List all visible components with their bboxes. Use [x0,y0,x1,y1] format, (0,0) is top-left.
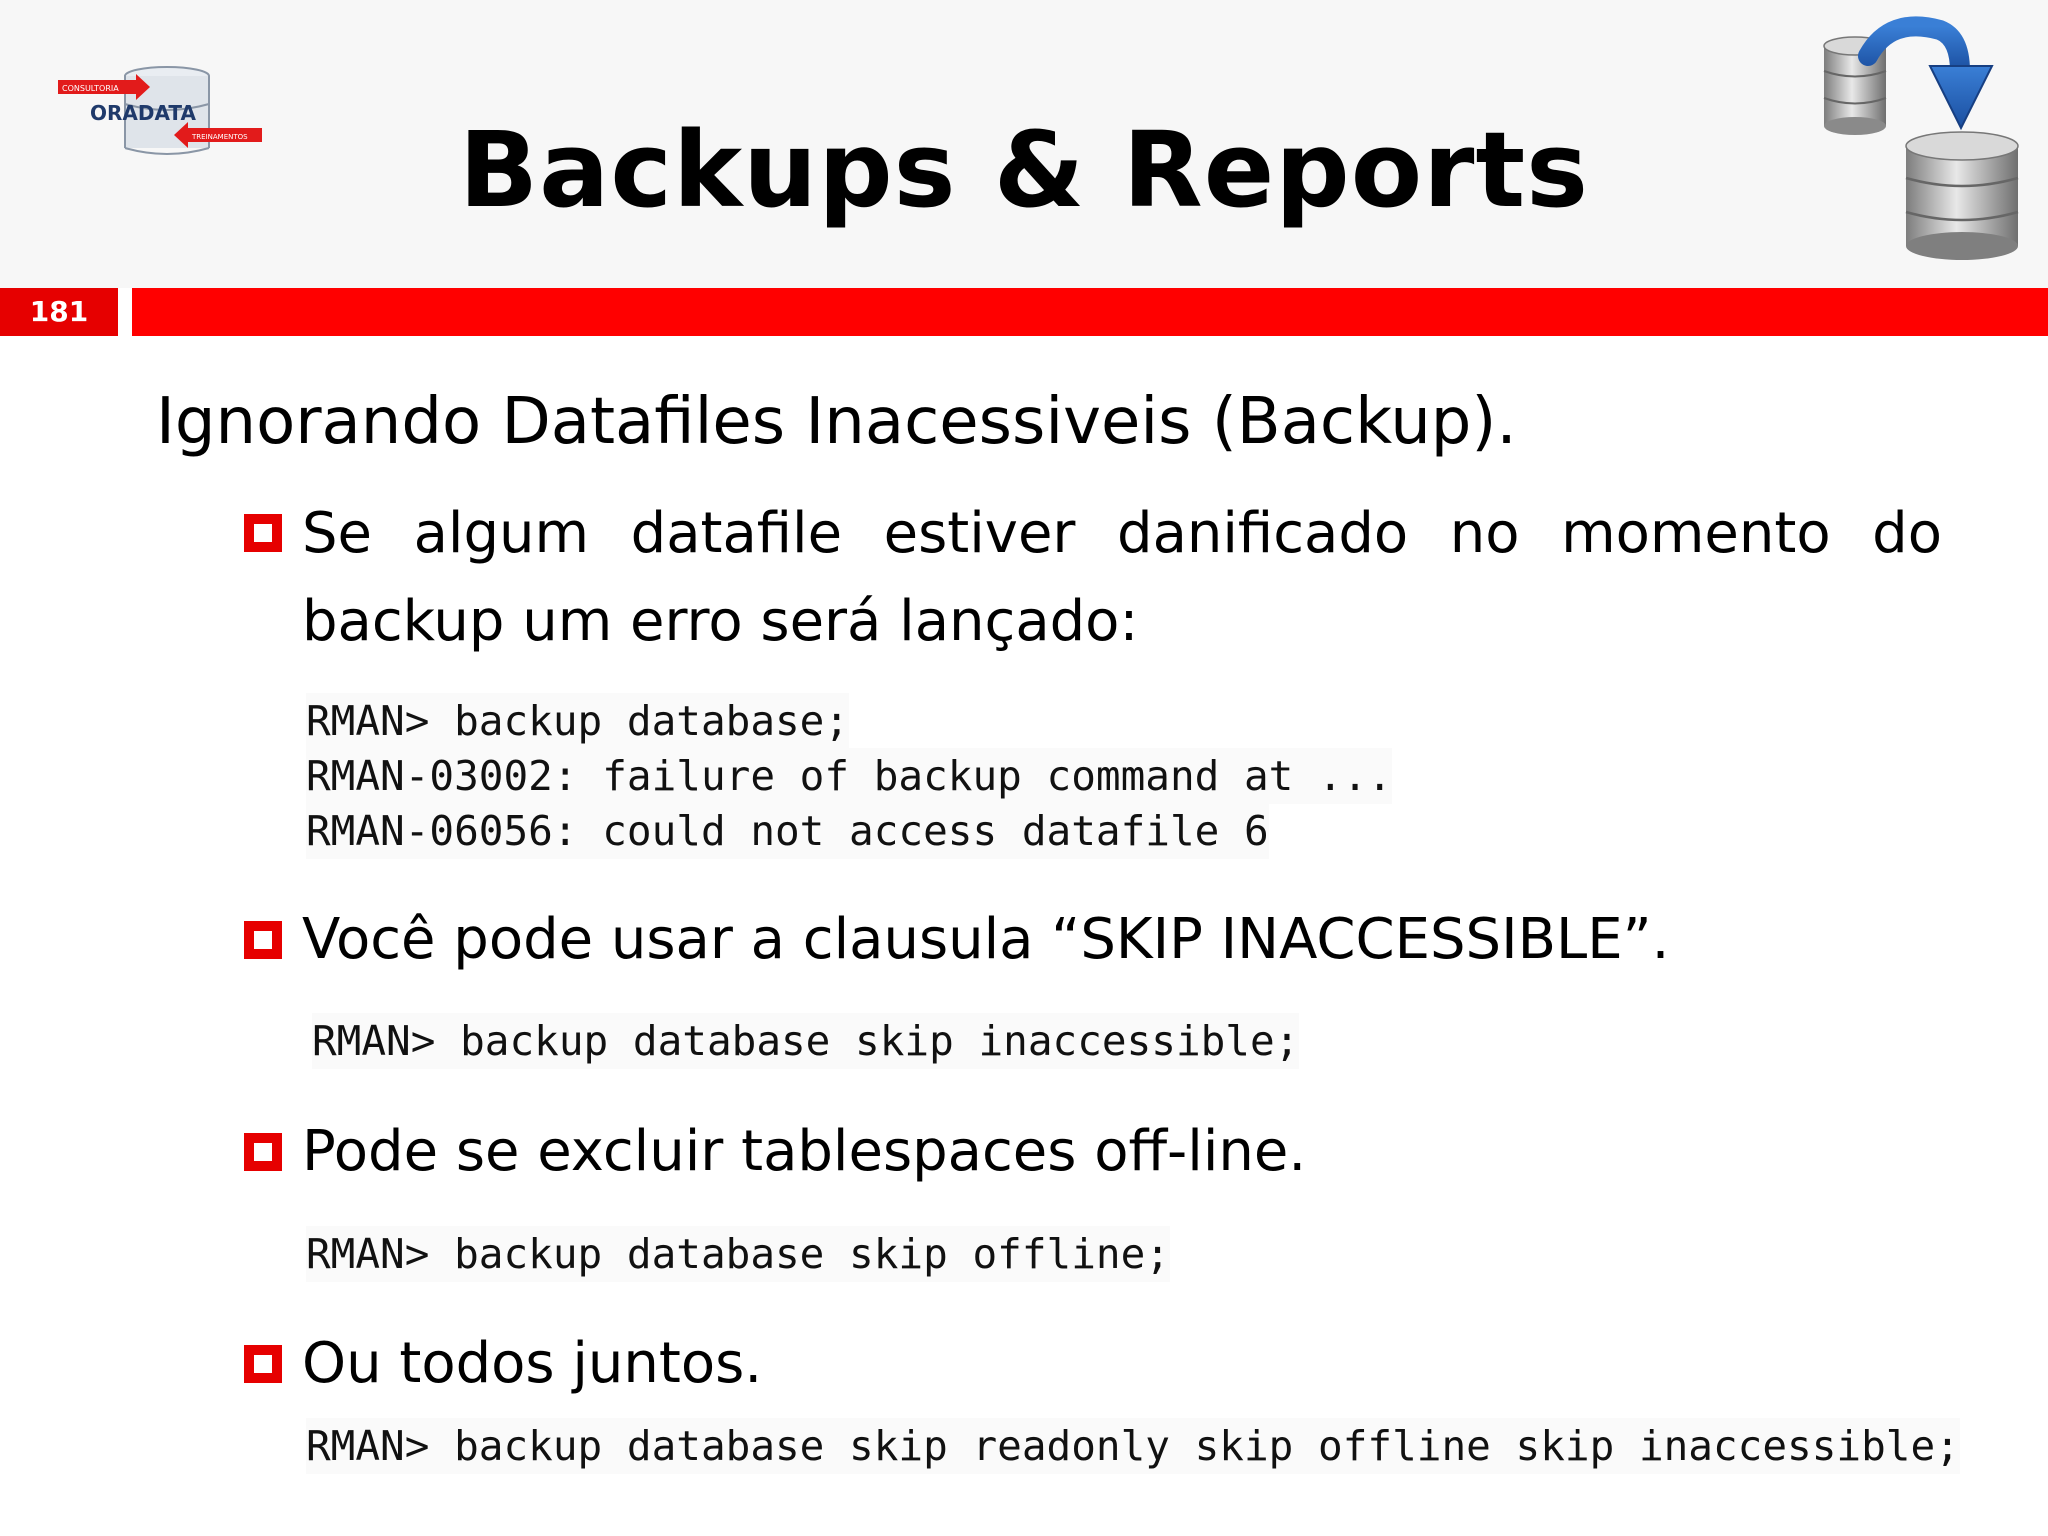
code-line: RMAN> backup database skip inaccessible; [312,1013,1299,1069]
bullet-item-text: Pode se excluir tablespaces off-line. [302,1119,1307,1184]
code-line: RMAN> backup database skip readonly skip offline skip inaccessible; [306,1418,1960,1474]
accent-bar [132,288,2048,336]
bullet-icon [244,1133,282,1171]
logo-bottom-tag: TREINAMENTOS [192,133,248,141]
bullet-item-text: Ou todos juntos. [302,1331,763,1396]
bullet-icon [244,921,282,959]
logo-name: ORADATA [90,101,196,125]
code-line: RMAN-03002: failure of backup command at ... [306,748,1392,804]
main-heading: Ignorando Datafiles Inacessiveis (Backup). [156,385,1517,459]
page-number: 181 [0,288,118,336]
bullet-icon [244,514,282,552]
code-line: RMAN> backup database; [306,693,849,749]
bullet-item-text: Se algum datafile estiver danificado no momento do backup um erro será lançado: [302,501,1942,654]
logo-top-tag: CONSULTORIA [62,84,119,93]
code-line: RMAN> backup database skip offline; [306,1226,1170,1282]
slide-title: Backups & Reports [458,109,1590,231]
database-backup-icon [1810,16,2030,266]
bullet-item-text: Você pode usar a clausula “SKIP INACCESSIBLE”. [302,907,1670,972]
bullet-icon [244,1345,282,1383]
code-line: RMAN-06056: could not access datafile 6 [306,803,1269,859]
